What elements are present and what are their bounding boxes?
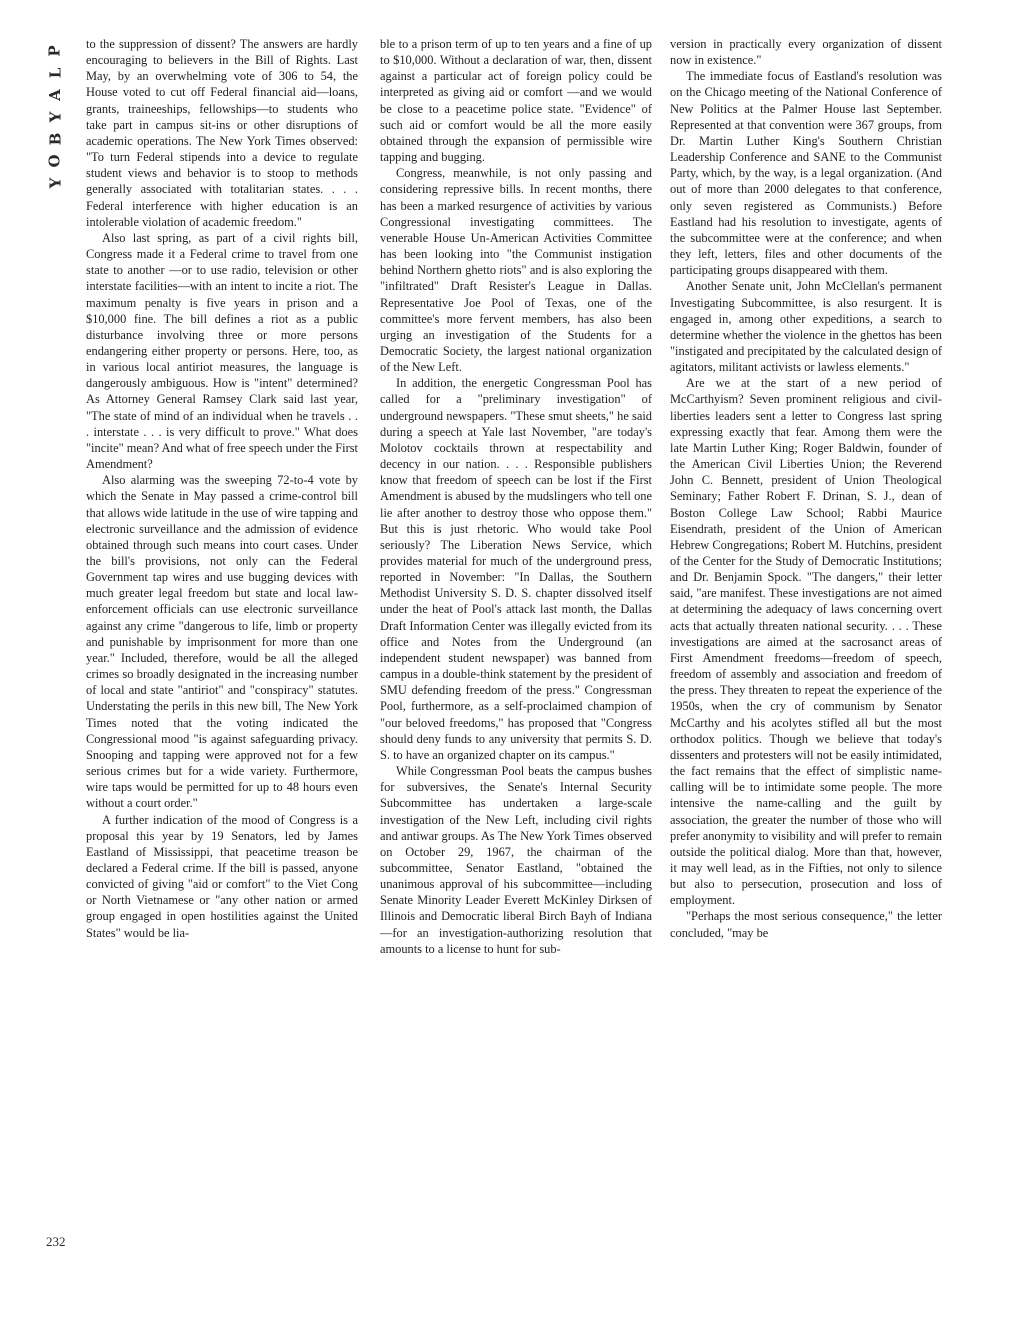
- paragraph: Also alarming was the sweeping 72-to-4 vote by which the Senate in May passed a crime-control bill that allows wide latitude in the use of wire tapping and electronic surveillance and the admission of evidence obtained through such means into court cases. Under the bill's provisions, not only can the Federal Government tap wires and use bugging devices with much greater legal freedom but state and local law-enforcement officials can use electronic surveillance against any crime "dangerous to life, limb or property and punishable by imprisonment for more than one year." Included, therefore, would be all the alleged crimes so broadly designated in the increasing number of local and state "antiriot" and "conspiracy" statutes. Understating the perils in this new bill, The New York Times noted that the voting indicated the Congressional mood "is against safeguarding privacy. Snooping and tapping were approved not for a few serious crimes but for a wide variety. Furthermore, wire taps would be permitted for up to 48 hours even without a court order.": [86, 473, 358, 811]
- magazine-masthead: [40, 40, 70, 194]
- paragraph: A further indication of the mood of Congress is a proposal this year by 19 Senators, led by James Eastland of Mississippi, that peacetime treason be declared a Federal crime. If the bill is passed, anyone convicted of giving "aid or comfort" to the Viet Cong or North Vietnamese or "any other nation or armed group engaged in open hostilities against the United States" would be lia-: [86, 812, 358, 940]
- text-column-1: [86, 36, 358, 941]
- masthead-letter: A: [45, 89, 64, 101]
- paragraph: Congress, meanwhile, is not only passing and considering repressive bills. In recent months, there has been a marked resurgence of activities by various Congressional investigating committees. The venerable House Un-American Activities Committee has been looking into "the Communist instigation behind Northern ghetto riots" and is also exploring the "infiltrated" Draft Resister's League in Dallas. Representative Joe Pool of Texas, one of the committee's more fervent members, has also been urging an investigation of the Students for a Democratic Society, the largest national organization of the New Left.: [380, 166, 652, 375]
- paragraph: Another Senate unit, John McClellan's permanent Investigating Subcommittee, is also resurgent. It is engaged in, among other expeditions, a search to determine whether the violence in the ghettos has been "instigated and precipitated by the calculated design of agitators, militant activists or lawless elements.": [670, 279, 942, 375]
- paragraph: Are we at the start of a new period of McCarthyism? Seven prominent religious and civil-liberties leaders sent a letter to Congress last spring expressing exactly that fear. Among them were the late Martin Luther King; Roger Baldwin, founder of the American Civil Liberties Union; the Reverend John C. Bennett, president of Union Theological Seminary; Father Robert F. Drinan, S. J., dean of Boston College Law School; Rabbi Maurice Eisendrath, president of the Union of American Hebrew Congregations; Robert M. Hutchins, president of the Center for the Study of Democratic Institutions; and Dr. Benjamin Spock. "The dangers," their letter said, "are manifest. These investigations are not aimed at determining the adequacy of laws concerning overt acts that actually threaten national security. . . . These investigations are aimed at the sacrosanct areas of First Amendment freedoms—freedom of speech, freedom of assembly and association and freedom of the press. They threaten to repeat the experience of the 1950s, when the cry of communism by Senator McCarthy and his acolytes stifled all but the most orthodox politics. Though we believe that today's dissenters and protesters will not be easily intimidated, the fact remains that the effect of simplistic name-calling will be to intimidate some people. The more intensive the name-calling and the guilt by association, the greater the number of those who will prefer anonymity to visibility and will prefer to remain outside the political dialog. More than that, however, it may well lead, as in the Fifties, not only to silence but also to persecution, prosecution and loss of employment.: [670, 376, 942, 908]
- paragraph: While Congressman Pool beats the campus bushes for subversives, the Senate's Internal Security Subcommittee has undertaken a large-scale investigation of the New Left, including civil rights and antiwar groups. As The New York Times observed on October 29, 1967, the chairman of the subcommittee, Senator Eastland, "obtained the unanimous approval of his subcommittee—including Senate Minority Leader Everett McKinley Dirksen of Illinois and Democratic liberal Birch Bayh of Indiana—for an investigation-authorizing resolution that amounts to a license to hunt for sub-: [380, 764, 652, 956]
- paragraph: In addition, the energetic Congressman Pool has called for a "preliminary investigation" of underground newspapers. "These smut sheets," he said during a speech at Yale last November, "are today's Molotov cocktails thrown at respectability and decency in our nation. . . . Responsible publishers know that freedom of speech can be lost if the First Amendment is abused by the mudslingers who tell one lie after another to destroy those who oppose them." But this is just rhetoric. Who would take Pool seriously? The Liberation News Service, which provides material for much of the underground press, reported in November: "In Dallas, the Southern Methodist University S. D. S. chapter dissolved itself under the heat of Pool's attack last month, the Dallas Draft Information Center was illegally evicted from its office and Notes from the Underground (an independent student newspaper) was banned from campus in a double-think statement by the president of SMU defending freedom of the press." Congressman Pool, furthermore, as a self-proclaimed champion of "our beloved freedoms," has proposed that "Congress should deny funds to any university that permits S. D. S. to have an organized chapter on its campus.": [380, 376, 652, 762]
- masthead-letter: B: [46, 132, 64, 146]
- paragraph: The immediate focus of Eastland's resolution was on the Chicago meeting of the National Conference of New Politics at the Palmer House last September. Represented at that convention were 367 groups, from Dr. Martin Luther King's Southern Christian Leadership Conference and SANE to the Communist Party, which, by the way, is a legal organization. (And out of more than 2000 delegates to that conference, only seven registered as Communists.) Before Eastland had his resolution to investigate, agents of the subcommittee were at the conference; and when they left, letters, files and other documents of the participating groups disappeared with them.: [670, 69, 942, 278]
- paragraph: Also last spring, as part of a civil rights bill, Congress made it a Federal crime to travel from one state to another —or to use radio, television or other interstate facilities—with an intent to incite a riot. The maximum penalty is five years in prison and a $10,000 fine. The bill defines a riot as a public disturbance involving three or more persons endangering either property or persons. Here, too, as in various local antiriot measures, the language is dangerously ambiguous. How is "intent" determined? As Attorney General Ramsey Clark said last year, "The state of mind of an individual when he travels . . . interstate . . . is very difficult to prove." What does "incite" mean? And what of free speech under the First Amendment?: [86, 230, 358, 472]
- paragraph: to the suppression of dissent? The answers are hardly encouraging to believers in the Bill of Rights. Last May, by an overwhelming vote of 306 to 54, the House voted to cut off Federal financial aid—loans, grants, traineeships, fellowships—to students who take part in campus sit-ins or other disruptions of academic operations. The New York Times observed: "To turn Federal stipends into a device to regulate student views and behavior is to stoop to methods generally associated with totalitarian states. . . . Federal interference with higher education is an intolerable violation of academic freedom.": [86, 37, 358, 229]
- masthead-letter: L: [45, 67, 64, 79]
- text-column-3: [670, 36, 942, 941]
- masthead-letter: O: [45, 154, 64, 168]
- masthead-letter: Y: [46, 111, 64, 123]
- paragraph: version in practically every organization of dissent now in existence.": [670, 37, 942, 68]
- paragraph: ble to a prison term of up to ten years and a fine of up to $10,000. Without a declaration of war, then, dissent against a particular act of foreign policy could be interpreted as giving aid or comfort —and we would be close to a peacetime police state. "Evidence" of such aid or comfort would be all the more easily obtained through the expansion of permissible wire tapping and bugging.: [380, 37, 652, 165]
- paragraph: "Perhaps the most serious consequence," the letter concluded, "may be: [670, 909, 942, 940]
- masthead-letter: P: [46, 45, 64, 57]
- masthead-letter: Y: [46, 177, 64, 189]
- page-number: 232: [46, 1234, 66, 1249]
- text-column-2: [380, 36, 652, 957]
